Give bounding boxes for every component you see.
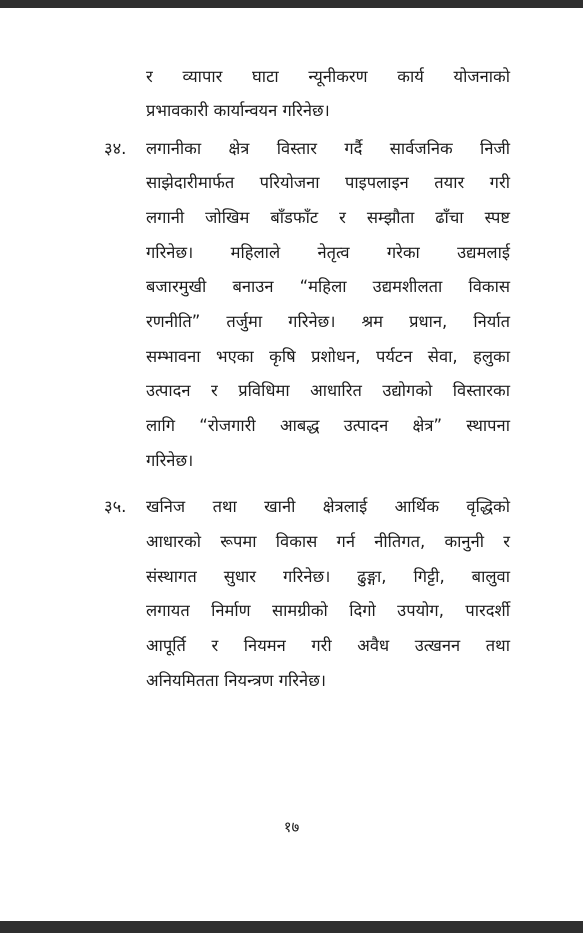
paragraph-line: लागि “रोजगारी आबद्ध उत्पादन क्षेत्र” स्थापना — [146, 416, 510, 435]
paragraph-line: रणनीति” तर्जुमा गरिनेछ। श्रम प्रधान, निर्यात — [146, 312, 510, 331]
page-number: १७ — [283, 818, 300, 836]
paragraph-line: आपूर्ति र नियमन गरी अवैध उत्खनन तथा — [146, 636, 510, 655]
paragraph-line: गरिनेछ। महिलाले नेतृत्व गरेका उद्यमलाई — [146, 243, 510, 262]
paragraph-number: ३५. — [104, 497, 127, 516]
bottom-border — [0, 921, 583, 933]
paragraph-line: गरिनेछ। — [146, 451, 194, 470]
paragraph-line: र व्यापार घाटा न्यूनीकरण कार्य योजनाको — [146, 67, 510, 86]
paragraph-line: खनिज तथा खानी क्षेत्रलाई आर्थिक वृद्धिको — [146, 497, 510, 516]
paragraph-line: साझेदारीमार्फत परियोजना पाइपलाइन तयार गरी — [146, 173, 510, 192]
paragraph-line: लगानी जोखिम बाँडफाँट र सम्झौता ढाँचा स्पष्ट — [146, 208, 510, 227]
paragraph-line: लगायत निर्माण सामग्रीको दिगो उपयोग, पारदर्शी — [146, 601, 510, 620]
paragraph-line: प्रभावकारी कार्यान्वयन गरिनेछ। — [146, 101, 330, 120]
paragraph-line: संस्थागत सुधार गरिनेछ। ढुङ्गा, गिट्टी, बालुवा — [146, 567, 510, 586]
paragraph-line: लगानीका क्षेत्र विस्तार गर्दै सार्वजनिक निजी — [146, 139, 510, 158]
paragraph-line: उत्पादन र प्रविधिमा आधारित उद्योगको विस्तारका — [146, 381, 510, 400]
paragraph-number: ३४. — [104, 139, 127, 158]
paragraph-line: अनियमितता नियन्त्रण गरिनेछ। — [146, 671, 327, 690]
paragraph-line: आधारको रूपमा विकास गर्न नीतिगत, कानुनी र — [146, 532, 510, 551]
paragraph-line: बजारमुखी बनाउन “महिला उद्यमशीलता विकास — [146, 277, 510, 296]
paragraph-line: सम्भावना भएका कृषि प्रशोधन, पर्यटन सेवा, हलुका — [146, 347, 510, 366]
